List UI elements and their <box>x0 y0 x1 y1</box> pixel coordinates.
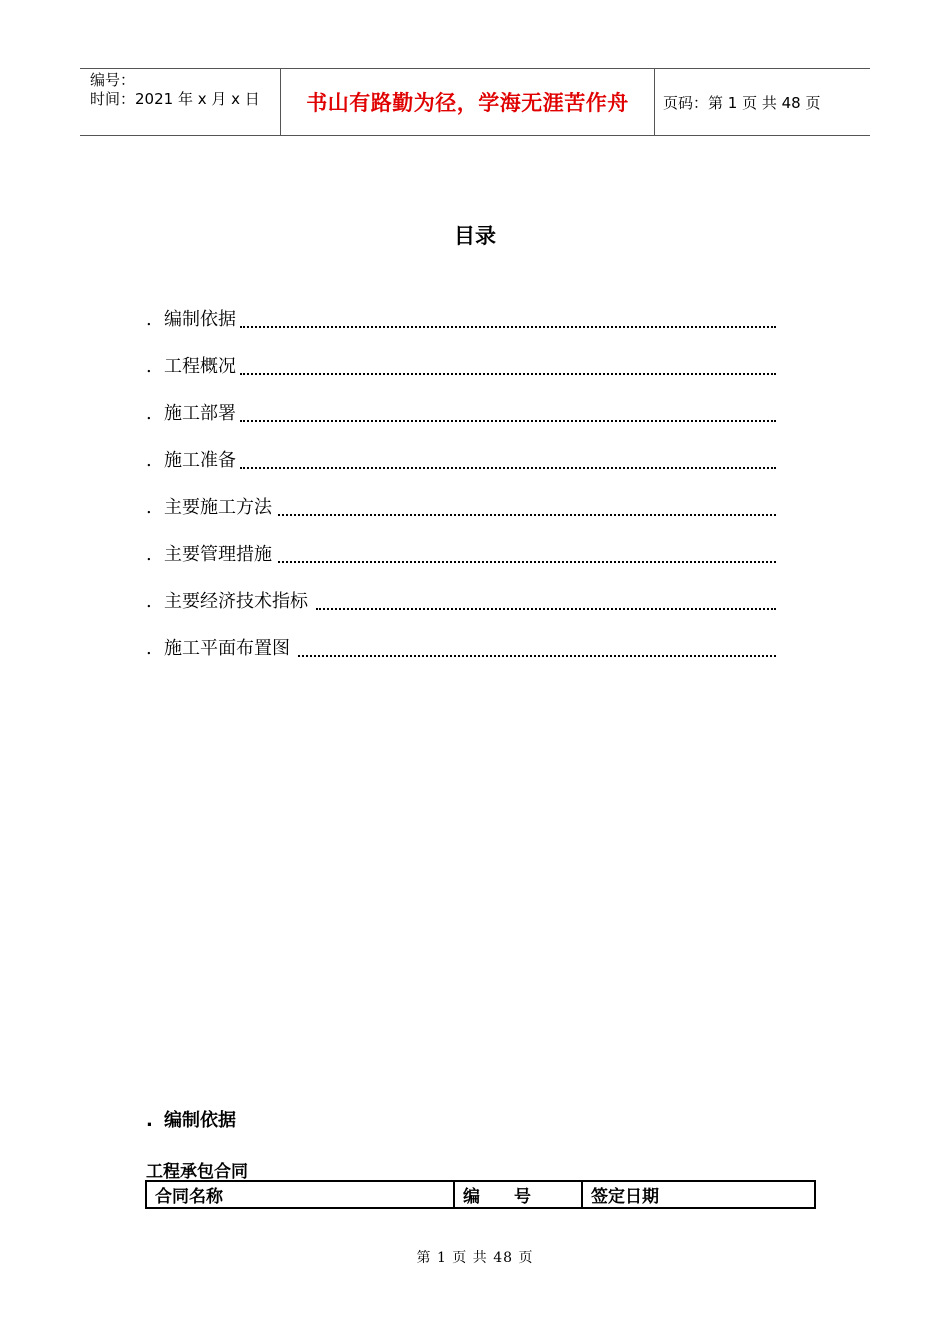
header-motto: 书山有路勤为径，学海无涯苦作舟 <box>281 69 655 135</box>
table-header-row <box>146 1181 815 1208</box>
toc-bullet: . <box>146 450 152 471</box>
toc-item-label: 主要经济技术指标 <box>164 591 308 612</box>
dot-leader <box>240 420 776 422</box>
contract-table <box>145 1180 816 1209</box>
toc-bullet: . <box>146 544 152 565</box>
number-label: 编号： <box>90 71 136 89</box>
toc-item-label: 主要管理措施 <box>164 544 272 565</box>
page-footer: 第 1 页 共 48 页 <box>416 1250 534 1266</box>
toc-title: 目录 <box>454 224 496 248</box>
page-header <box>80 68 870 136</box>
dot-leader <box>316 608 776 610</box>
dot-leader <box>240 326 776 328</box>
dot-leader <box>240 467 776 469</box>
toc-item-label: 施工部署 <box>164 403 236 424</box>
time-label: 时间：2021 年 x 月 x 日 <box>90 90 260 108</box>
dot-leader <box>278 514 776 516</box>
toc-bullet: . <box>146 403 152 424</box>
table-of-contents <box>146 305 776 681</box>
toc-item-label: 施工平面布置图 <box>164 638 290 659</box>
toc-bullet: . <box>146 638 152 659</box>
header-contract-name: 合同名称 <box>146 1181 454 1208</box>
header-sign-date: 签定日期 <box>582 1181 815 1208</box>
toc-bullet: . <box>146 309 152 330</box>
toc-item-label: 工程概况 <box>164 356 236 377</box>
toc-item-label: 施工准备 <box>164 450 236 471</box>
dot-leader <box>278 561 776 563</box>
section-title: 编制依据 <box>164 1110 236 1131</box>
toc-bullet: . <box>146 591 152 612</box>
dot-leader <box>240 373 776 375</box>
toc-item[interactable] <box>146 352 776 399</box>
toc-item[interactable] <box>146 399 776 446</box>
toc-item-label: 主要施工方法 <box>164 497 272 518</box>
toc-item[interactable] <box>146 634 776 681</box>
toc-item[interactable] <box>146 540 776 587</box>
toc-item[interactable] <box>146 305 776 352</box>
toc-bullet: . <box>146 356 152 377</box>
header-page-label: 页码：第 1 页 共 48 页 <box>663 93 821 112</box>
toc-item-label: 编制依据 <box>164 309 236 330</box>
subsection-heading: 工程承包合同 <box>146 1162 248 1182</box>
header-number: 编 号 <box>454 1181 582 1208</box>
header-meta <box>80 69 281 135</box>
toc-bullet: . <box>146 497 152 518</box>
section-bullet: . <box>146 1110 153 1131</box>
toc-item[interactable] <box>146 587 776 634</box>
section-heading <box>146 1106 236 1132</box>
toc-item[interactable] <box>146 493 776 540</box>
toc-item[interactable] <box>146 446 776 493</box>
dot-leader <box>298 655 776 657</box>
